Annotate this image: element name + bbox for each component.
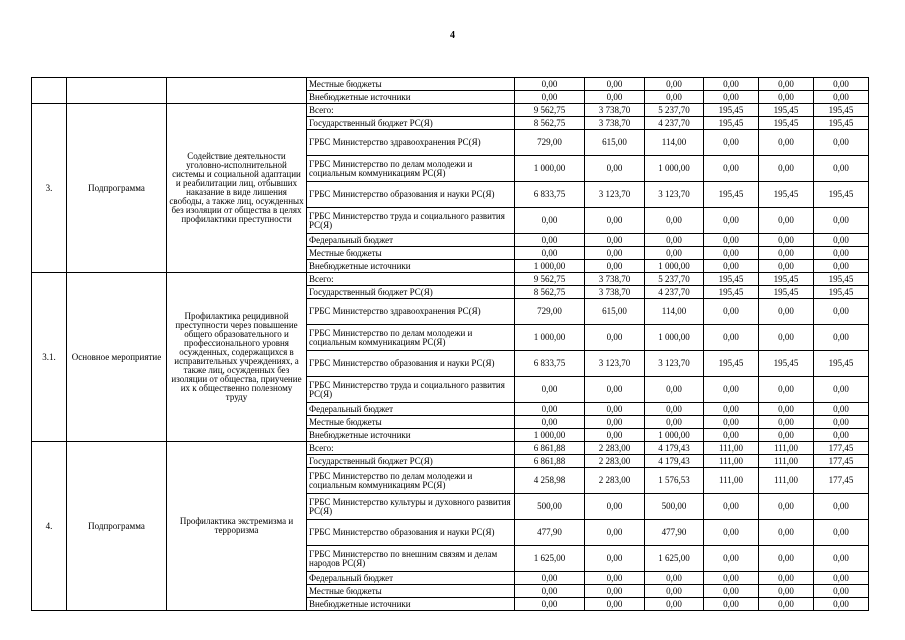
amount-cell: 1 000,00 (645, 156, 704, 182)
funding-source: ГРБС Министерство по внешним связям и делам народов РС(Я) (307, 546, 515, 572)
amount-cell: 0,00 (759, 130, 814, 156)
amount-cell: 0,00 (759, 546, 814, 572)
amount-cell: 195,45 (759, 273, 814, 286)
amount-cell: 2 283,00 (585, 442, 645, 455)
amount-cell: 0,00 (814, 585, 869, 598)
amount-cell: 0,00 (585, 234, 645, 247)
amount-cell: 0,00 (585, 494, 645, 520)
amount-cell: 6 833,75 (515, 351, 585, 377)
amount-cell: 0,00 (759, 572, 814, 585)
funding-source: Местные бюджеты (307, 585, 515, 598)
amount-cell: 0,00 (515, 572, 585, 585)
funding-source: Внебюджетные источники (307, 260, 515, 273)
amount-cell: 0,00 (759, 416, 814, 429)
amount-cell: 477,90 (645, 520, 704, 546)
table-row (32, 78, 869, 91)
funding-source: Местные бюджеты (307, 247, 515, 260)
amount-cell: 0,00 (704, 325, 759, 351)
amount-cell: 1 000,00 (645, 429, 704, 442)
amount-cell: 0,00 (645, 416, 704, 429)
amount-cell: 195,45 (759, 182, 814, 208)
amount-cell: 0,00 (704, 429, 759, 442)
amount-cell: 0,00 (704, 299, 759, 325)
amount-cell: 177,45 (814, 442, 869, 455)
amount-cell: 477,90 (515, 520, 585, 546)
amount-cell: 0,00 (759, 403, 814, 416)
amount-cell: 4 179,43 (645, 442, 704, 455)
amount-cell: 0,00 (759, 208, 814, 234)
funding-source: Местные бюджеты (307, 78, 515, 91)
group-number: 4. (32, 442, 67, 611)
group-number (32, 78, 67, 104)
funding-source: Федеральный бюджет (307, 572, 515, 585)
amount-cell: 3 123,70 (645, 182, 704, 208)
amount-cell: 0,00 (645, 247, 704, 260)
amount-cell: 0,00 (814, 598, 869, 611)
amount-cell: 0,00 (645, 598, 704, 611)
funding-source: ГРБС Министерство здравоохранения РС(Я) (307, 130, 515, 156)
amount-cell: 0,00 (814, 572, 869, 585)
page-number: 4 (450, 30, 455, 41)
amount-cell: 3 123,70 (585, 182, 645, 208)
amount-cell: 1 625,00 (515, 546, 585, 572)
amount-cell: 9 562,75 (515, 273, 585, 286)
table-row (32, 104, 869, 117)
amount-cell: 9 562,75 (515, 104, 585, 117)
amount-cell: 0,00 (814, 546, 869, 572)
amount-cell: 1 000,00 (515, 325, 585, 351)
funding-source: ГРБС Министерство по делам молодежи и социальным коммуникациям РС(Я) (307, 325, 515, 351)
amount-cell: 4 258,98 (515, 468, 585, 494)
funding-source: Местные бюджеты (307, 416, 515, 429)
amount-cell: 0,00 (515, 78, 585, 91)
amount-cell: 195,45 (704, 351, 759, 377)
amount-cell: 0,00 (704, 130, 759, 156)
amount-cell: 0,00 (814, 494, 869, 520)
group-name: Содействие деятельности уголовно-исполнительной системы и социальной адаптации и реабилитации лиц, отбывших наказание в виде лишения свободы, а также лиц, осужденных без изоляции от общества в целях профилактики преступности (167, 104, 307, 273)
amount-cell: 6 861,88 (515, 455, 585, 468)
amount-cell: 0,00 (585, 377, 645, 403)
table-row (32, 442, 869, 455)
funding-source: Всего: (307, 442, 515, 455)
amount-cell: 0,00 (645, 208, 704, 234)
amount-cell: 0,00 (814, 377, 869, 403)
amount-cell: 0,00 (759, 260, 814, 273)
amount-cell: 0,00 (645, 585, 704, 598)
amount-cell: 0,00 (704, 585, 759, 598)
amount-cell: 0,00 (814, 156, 869, 182)
funding-source: Государственный бюджет РС(Я) (307, 286, 515, 299)
amount-cell: 111,00 (759, 455, 814, 468)
funding-source: ГРБС Министерство труда и социального развития РС(Я) (307, 208, 515, 234)
amount-cell: 0,00 (585, 416, 645, 429)
amount-cell: 195,45 (814, 104, 869, 117)
amount-cell: 0,00 (515, 598, 585, 611)
amount-cell: 0,00 (704, 572, 759, 585)
amount-cell: 1 000,00 (645, 325, 704, 351)
amount-cell: 0,00 (645, 403, 704, 416)
amount-cell: 0,00 (759, 156, 814, 182)
amount-cell: 0,00 (704, 416, 759, 429)
amount-cell: 0,00 (704, 494, 759, 520)
amount-cell: 0,00 (585, 247, 645, 260)
amount-cell: 111,00 (759, 468, 814, 494)
amount-cell: 195,45 (814, 351, 869, 377)
amount-cell: 0,00 (645, 91, 704, 104)
amount-cell: 0,00 (759, 585, 814, 598)
amount-cell: 0,00 (759, 429, 814, 442)
funding-source: ГРБС Министерство по делам молодежи и социальным коммуникациям РС(Я) (307, 468, 515, 494)
amount-cell: 0,00 (759, 299, 814, 325)
amount-cell: 3 123,70 (585, 351, 645, 377)
amount-cell: 0,00 (759, 247, 814, 260)
funding-source: Внебюджетные источники (307, 91, 515, 104)
funding-source: ГРБС Министерство образования и науки РС(Я) (307, 520, 515, 546)
amount-cell: 0,00 (704, 247, 759, 260)
amount-cell: 0,00 (814, 325, 869, 351)
amount-cell: 0,00 (759, 234, 814, 247)
amount-cell: 177,45 (814, 468, 869, 494)
amount-cell: 0,00 (814, 78, 869, 91)
amount-cell: 195,45 (759, 104, 814, 117)
amount-cell: 0,00 (759, 520, 814, 546)
funding-source: ГРБС Министерство труда и социального развития РС(Я) (307, 377, 515, 403)
amount-cell: 1 000,00 (515, 429, 585, 442)
amount-cell: 0,00 (704, 78, 759, 91)
group-type: Основное мероприятие (67, 273, 167, 442)
amount-cell: 111,00 (704, 455, 759, 468)
amount-cell: 500,00 (515, 494, 585, 520)
amount-cell: 0,00 (704, 546, 759, 572)
amount-cell: 0,00 (704, 377, 759, 403)
amount-cell: 0,00 (814, 247, 869, 260)
amount-cell: 0,00 (814, 403, 869, 416)
amount-cell: 4 237,70 (645, 286, 704, 299)
amount-cell: 1 000,00 (515, 156, 585, 182)
amount-cell: 0,00 (515, 208, 585, 234)
funding-source: Федеральный бюджет (307, 403, 515, 416)
amount-cell: 111,00 (759, 442, 814, 455)
amount-cell: 195,45 (704, 273, 759, 286)
amount-cell: 0,00 (515, 247, 585, 260)
funding-source: ГРБС Министерство образования и науки РС(Я) (307, 351, 515, 377)
funding-source: Всего: (307, 273, 515, 286)
amount-cell: 3 123,70 (645, 351, 704, 377)
funding-source: Государственный бюджет РС(Я) (307, 455, 515, 468)
amount-cell: 0,00 (704, 234, 759, 247)
group-type: Подпрограмма (67, 104, 167, 273)
amount-cell: 0,00 (759, 494, 814, 520)
amount-cell: 6 861,88 (515, 442, 585, 455)
amount-cell: 195,45 (814, 117, 869, 130)
amount-cell: 195,45 (704, 104, 759, 117)
amount-cell: 0,00 (704, 598, 759, 611)
amount-cell: 0,00 (585, 598, 645, 611)
amount-cell: 0,00 (814, 91, 869, 104)
amount-cell: 3 738,70 (585, 104, 645, 117)
amount-cell: 1 576,53 (645, 468, 704, 494)
amount-cell: 195,45 (814, 273, 869, 286)
amount-cell: 111,00 (704, 442, 759, 455)
amount-cell: 0,00 (585, 585, 645, 598)
amount-cell: 0,00 (585, 78, 645, 91)
funding-source: ГРБС Министерство образования и науки РС(Я) (307, 182, 515, 208)
funding-source: ГРБС Министерство по делам молодежи и социальным коммуникациям РС(Я) (307, 156, 515, 182)
amount-cell: 0,00 (704, 208, 759, 234)
funding-source: Всего: (307, 104, 515, 117)
amount-cell: 615,00 (585, 130, 645, 156)
amount-cell: 0,00 (585, 208, 645, 234)
group-name: Профилактика рецидивной преступности через повышение общего образовательного и профессионального уровня осужденных, содержащихся в исправительных учреждениях, а также лиц, осужденных без изоляции от общества, приучение их к общественно полезному труду (167, 273, 307, 442)
amount-cell: 0,00 (759, 598, 814, 611)
amount-cell: 2 283,00 (585, 468, 645, 494)
amount-cell: 500,00 (645, 494, 704, 520)
amount-cell: 0,00 (515, 585, 585, 598)
amount-cell: 1 625,00 (645, 546, 704, 572)
amount-cell: 0,00 (645, 78, 704, 91)
amount-cell: 1 000,00 (515, 260, 585, 273)
amount-cell: 0,00 (585, 91, 645, 104)
amount-cell: 0,00 (585, 403, 645, 416)
table-row (32, 273, 869, 286)
funding-source: ГРБС Министерство здравоохранения РС(Я) (307, 299, 515, 325)
amount-cell: 195,45 (704, 182, 759, 208)
amount-cell: 177,45 (814, 455, 869, 468)
amount-cell: 0,00 (585, 325, 645, 351)
amount-cell: 0,00 (515, 91, 585, 104)
amount-cell: 0,00 (704, 403, 759, 416)
amount-cell: 0,00 (585, 572, 645, 585)
amount-cell: 195,45 (704, 117, 759, 130)
group-type: Подпрограмма (67, 442, 167, 611)
amount-cell: 0,00 (585, 156, 645, 182)
amount-cell: 729,00 (515, 299, 585, 325)
amount-cell: 4 179,43 (645, 455, 704, 468)
amount-cell: 0,00 (585, 546, 645, 572)
amount-cell: 8 562,75 (515, 286, 585, 299)
amount-cell: 0,00 (645, 572, 704, 585)
amount-cell: 0,00 (814, 299, 869, 325)
amount-cell: 0,00 (645, 234, 704, 247)
amount-cell: 2 283,00 (585, 455, 645, 468)
amount-cell: 6 833,75 (515, 182, 585, 208)
amount-cell: 0,00 (585, 429, 645, 442)
amount-cell: 195,45 (759, 286, 814, 299)
amount-cell: 0,00 (704, 91, 759, 104)
amount-cell: 0,00 (814, 520, 869, 546)
amount-cell: 3 738,70 (585, 286, 645, 299)
funding-source: ГРБС Министерство культуры и духовного развития РС(Я) (307, 494, 515, 520)
amount-cell: 0,00 (704, 260, 759, 273)
amount-cell: 0,00 (759, 78, 814, 91)
amount-cell: 615,00 (585, 299, 645, 325)
amount-cell: 0,00 (814, 234, 869, 247)
amount-cell: 0,00 (645, 377, 704, 403)
amount-cell: 3 738,70 (585, 273, 645, 286)
group-name (167, 78, 307, 104)
amount-cell: 0,00 (814, 130, 869, 156)
amount-cell: 195,45 (759, 117, 814, 130)
amount-cell: 0,00 (585, 520, 645, 546)
amount-cell: 114,00 (645, 299, 704, 325)
amount-cell: 195,45 (704, 286, 759, 299)
group-name: Профилактика экстремизма и терроризма (167, 442, 307, 611)
amount-cell: 0,00 (759, 91, 814, 104)
amount-cell: 111,00 (704, 468, 759, 494)
funding-source: Государственный бюджет РС(Я) (307, 117, 515, 130)
amount-cell: 0,00 (515, 416, 585, 429)
amount-cell: 0,00 (759, 325, 814, 351)
amount-cell: 0,00 (814, 208, 869, 234)
amount-cell: 0,00 (515, 234, 585, 247)
funding-source: Федеральный бюджет (307, 234, 515, 247)
amount-cell: 4 237,70 (645, 117, 704, 130)
budget-table (31, 77, 869, 611)
funding-source: Внебюджетные источники (307, 429, 515, 442)
amount-cell: 5 237,70 (645, 273, 704, 286)
amount-cell: 0,00 (515, 377, 585, 403)
amount-cell: 0,00 (814, 429, 869, 442)
amount-cell: 195,45 (759, 351, 814, 377)
amount-cell: 0,00 (759, 377, 814, 403)
amount-cell: 0,00 (704, 156, 759, 182)
amount-cell: 3 738,70 (585, 117, 645, 130)
funding-source: Внебюджетные источники (307, 598, 515, 611)
group-number: 3. (32, 104, 67, 273)
amount-cell: 729,00 (515, 130, 585, 156)
amount-cell: 114,00 (645, 130, 704, 156)
amount-cell: 1 000,00 (645, 260, 704, 273)
amount-cell: 0,00 (814, 260, 869, 273)
amount-cell: 0,00 (704, 520, 759, 546)
amount-cell: 0,00 (585, 260, 645, 273)
amount-cell: 5 237,70 (645, 104, 704, 117)
group-number: 3.1. (32, 273, 67, 442)
amount-cell: 0,00 (515, 403, 585, 416)
amount-cell: 8 562,75 (515, 117, 585, 130)
amount-cell: 195,45 (814, 286, 869, 299)
amount-cell: 0,00 (814, 416, 869, 429)
group-type (67, 78, 167, 104)
amount-cell: 195,45 (814, 182, 869, 208)
